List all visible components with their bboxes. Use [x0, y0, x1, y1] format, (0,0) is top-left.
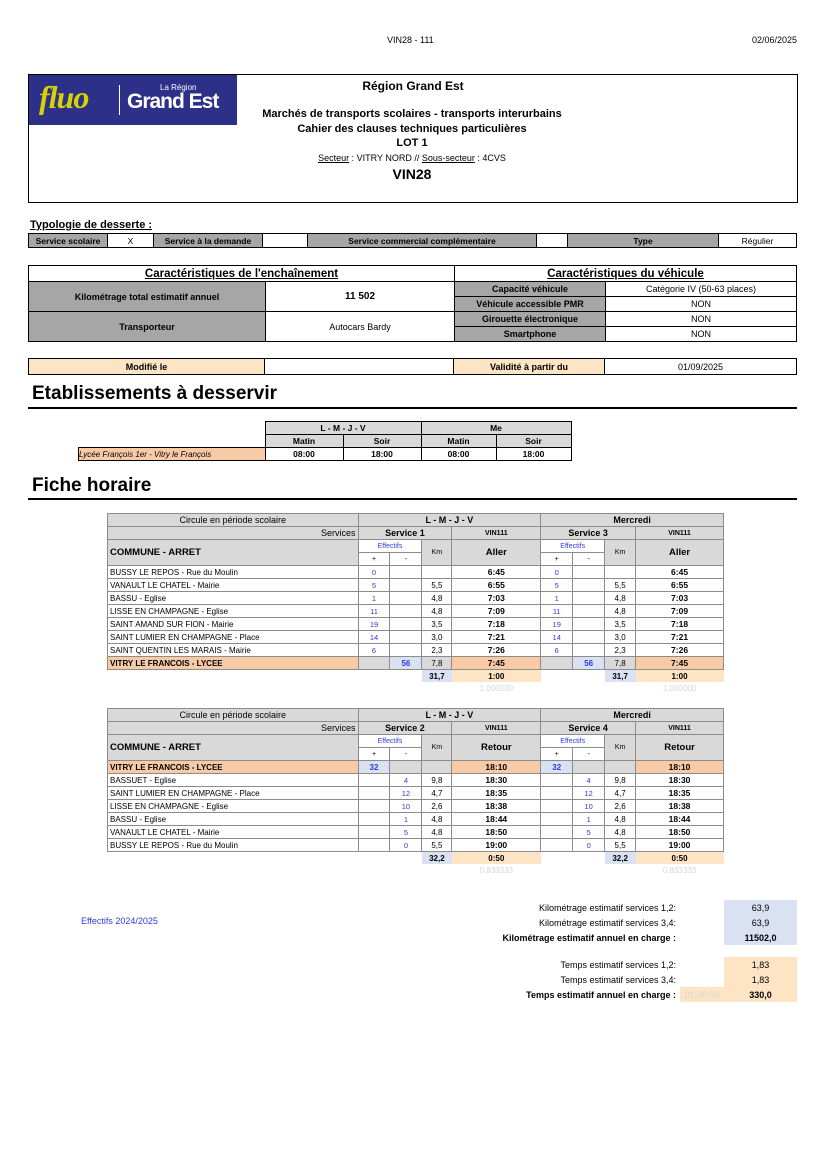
aller-time-b: 7:26: [636, 644, 724, 657]
retour-circule: Circule en période scolaire: [108, 709, 359, 722]
retour-minus-b: -: [573, 748, 605, 761]
aller-lmjv: L - M - J - V: [358, 514, 541, 527]
type-label: Type: [568, 234, 719, 248]
retour-plus-a: [358, 787, 390, 800]
aller-time-b: 6:45: [636, 566, 724, 579]
aller-plus-b: 0: [541, 566, 573, 579]
aller-km-b: 5,5: [605, 579, 636, 592]
aller-minus-b: [573, 566, 605, 579]
retour-stop: BASSUET - Eglise: [108, 774, 359, 787]
retour-minus-a: 5: [390, 826, 422, 839]
retour-origin-minus-b: [573, 761, 605, 774]
km-annual-value: 11502,0: [724, 930, 797, 945]
aller-row: [108, 618, 724, 631]
etablissements-table: [78, 421, 572, 461]
retour-origin-km-a: [422, 761, 452, 774]
title-line1: Marchés de transports scolaires - transports interurbains: [262, 108, 562, 120]
retour-km-a: 4,8: [422, 813, 452, 826]
region-title: Région Grand Est: [362, 79, 464, 93]
t34-label: Temps estimatif services 3,4:: [560, 974, 676, 985]
aller-km-a: 3,5: [422, 618, 452, 631]
aller-plus-a: 5: [358, 579, 390, 592]
t12-label: Temps estimatif services 1,2:: [560, 959, 676, 970]
aller-dest-km-b: 7,8: [605, 657, 636, 670]
service-demande-value: [263, 234, 308, 248]
etab-time-lmjv-soir: 18:00: [343, 448, 421, 461]
aller-minus-a: -: [390, 553, 422, 566]
aller-time-a: 7:21: [452, 631, 541, 644]
aller-km-b: Km: [605, 540, 636, 566]
aller-km-a: Km: [422, 540, 452, 566]
vehicule-capacite-value: Catégorie IV (50-63 places): [606, 282, 797, 297]
aller-dest-plus-a: [358, 657, 390, 670]
aller-dest-minus-a: 56: [390, 657, 422, 670]
doc-date: 02/06/2025: [752, 35, 798, 45]
aller-stop: SAINT QUENTIN LES MARAIS - Mairie: [108, 644, 359, 657]
aller-time-a: 7:09: [452, 605, 541, 618]
aller-minus-b: [573, 579, 605, 592]
aller-effectifs-a: Effectifs: [358, 540, 422, 553]
aller-mercredi: Mercredi: [541, 514, 724, 527]
aller-row: [108, 566, 724, 579]
sous-secteur-value: : 4CVS: [474, 153, 506, 163]
retour-total-time-a: 0:50: [452, 852, 541, 865]
aller-km-a: 4,8: [422, 592, 452, 605]
smartphone-value: NON: [606, 327, 797, 342]
retour-km-a: 5,5: [422, 839, 452, 852]
etab-time-lmjv-matin: 08:00: [265, 448, 343, 461]
service-commercial-value: [537, 234, 568, 248]
retour-total-time-b: 0:50: [636, 852, 724, 865]
aller-plus-b: 11: [541, 605, 573, 618]
aller-plus-b: 14: [541, 631, 573, 644]
etab-group-me: Me: [421, 422, 571, 435]
aller-dir-a: Aller: [452, 540, 541, 566]
retour-km-a: 4,7: [422, 787, 452, 800]
retour-minus-a: 1: [390, 813, 422, 826]
aller-total-time-a: 1:00: [452, 670, 541, 683]
retour-dir-b: Retour: [636, 735, 724, 761]
fiche-horaire-title: Fiche horaire: [32, 475, 152, 496]
retour-effectifs-a: Effectifs: [358, 735, 422, 748]
retour-commune-header: COMMUNE - ARRET: [108, 735, 359, 761]
retour-origin-stop: VITRY LE FRANCOIS - LYCEE: [108, 761, 359, 774]
retour-row: [108, 774, 724, 787]
aller-plus-a: 0: [358, 566, 390, 579]
etab-time-me-matin: 08:00: [421, 448, 496, 461]
retour-minus-a: 0: [390, 839, 422, 852]
aller-minus-b: [573, 644, 605, 657]
retour-plus-b: [541, 839, 573, 852]
etab-matin-2: Matin: [421, 435, 496, 448]
logo-divider: [119, 85, 120, 115]
km12-label: Kilométrage estimatif services 1,2:: [538, 902, 676, 913]
aller-minus-b: [573, 605, 605, 618]
typologie-title: Typologie de desserte :: [30, 219, 153, 231]
aller-row: [108, 605, 724, 618]
retour-plus-a: [358, 800, 390, 813]
doc-reference: VIN28 - 111: [387, 35, 434, 45]
retour-vin-a: VIN111: [452, 722, 541, 735]
summary-table: [440, 900, 797, 1002]
aller-time-a: 7:26: [452, 644, 541, 657]
aller-dest-time-a: 7:45: [452, 657, 541, 670]
aller-faint-b: 1,000000: [662, 683, 697, 693]
title-line2: Cahier des clauses techniques particulières: [297, 123, 527, 135]
girouette-value: NON: [606, 312, 797, 327]
horaire-retour-table: [107, 708, 724, 876]
aller-plus-b: 1: [541, 592, 573, 605]
secteur-value: : VITRY NORD //: [349, 153, 422, 163]
retour-services-label: Services: [108, 722, 359, 735]
retour-time-a: 18:30: [452, 774, 541, 787]
retour-service-a: Service 2: [358, 722, 452, 735]
modifie-value: [265, 359, 454, 375]
retour-time-b: 18:50: [636, 826, 724, 839]
aller-dest-stop: VITRY LE FRANCOIS - LYCEE: [108, 657, 359, 670]
retour-km-b: 4,8: [605, 826, 636, 839]
secteur-line: [240, 153, 584, 163]
aller-km-a: [422, 566, 452, 579]
aller-effectifs-b: Effectifs: [541, 540, 605, 553]
retour-faint-b: 0,833333: [662, 865, 697, 875]
retour-plus-a: [358, 826, 390, 839]
retour-plus-b: [541, 774, 573, 787]
km12-value: 63,9: [724, 900, 797, 915]
aller-stop: BASSU - Eglise: [108, 592, 359, 605]
etab-time-me-soir: 18:00: [496, 448, 571, 461]
girouette-label: Girouette électronique: [455, 312, 606, 327]
t-annual-label: Temps estimatif annuel en charge :: [526, 989, 676, 1000]
aller-row: [108, 644, 724, 657]
retour-time-b: 18:35: [636, 787, 724, 800]
smartphone-label: Smartphone: [455, 327, 606, 342]
aller-dest-km-a: 7,8: [422, 657, 452, 670]
sous-secteur-label: Sous-secteur: [421, 153, 475, 163]
aller-plus-a: +: [358, 553, 390, 566]
retour-service-b: Service 4: [541, 722, 636, 735]
km34-value: 63,9: [724, 915, 797, 930]
aller-plus-a: 19: [358, 618, 390, 631]
aller-plus-b: +: [541, 553, 573, 566]
etab-name: Lycée François 1er - Vitry le François: [79, 448, 266, 461]
retour-time-b: 18:30: [636, 774, 724, 787]
retour-stop: BASSU - Eglise: [108, 813, 359, 826]
aller-minus-b: [573, 631, 605, 644]
aller-plus-b: 19: [541, 618, 573, 631]
aller-row: [108, 592, 724, 605]
retour-row: [108, 800, 724, 813]
aller-plus-a: 1: [358, 592, 390, 605]
aller-km-a: 4,8: [422, 605, 452, 618]
fluo-logo-text: fluo: [39, 79, 89, 115]
aller-time-b: 7:21: [636, 631, 724, 644]
aller-plus-a: 6: [358, 644, 390, 657]
retour-km-b: 5,5: [605, 839, 636, 852]
modif-table: [28, 358, 797, 375]
aller-minus-a: [390, 618, 422, 631]
aller-total-km-b: 31,7: [605, 670, 636, 683]
km-label: Kilométrage total estimatif annuel: [29, 282, 266, 312]
aller-total-km-a: 31,7: [422, 670, 452, 683]
retour-row: [108, 826, 724, 839]
retour-minus-a: 10: [390, 800, 422, 813]
aller-plus-a: 14: [358, 631, 390, 644]
retour-stop: VANAULT LE CHATEL - Mairie: [108, 826, 359, 839]
validite-label: Validité à partir du: [454, 359, 605, 375]
aller-dest-minus-b: 56: [573, 657, 605, 670]
transporteur-label: Transporteur: [29, 312, 266, 342]
secteur-label: Secteur: [318, 153, 350, 163]
aller-row: [108, 631, 724, 644]
retour-total-km-a: 32,2: [422, 852, 452, 865]
km-value: 11 502: [266, 282, 455, 312]
retour-km-b: 4,8: [605, 813, 636, 826]
transporteur-value: Autocars Bardy: [266, 312, 455, 342]
retour-km-b: Km: [605, 735, 636, 761]
aller-minus-a: [390, 592, 422, 605]
aller-km-b: 3,0: [605, 631, 636, 644]
retour-plus-b: [541, 787, 573, 800]
aller-total-time-b: 1:00: [636, 670, 724, 683]
aller-minus-b: -: [573, 553, 605, 566]
aller-km-b: 4,8: [605, 592, 636, 605]
fiche-horaire-rule: [28, 498, 797, 500]
retour-km-a: 2,6: [422, 800, 452, 813]
modifie-label: Modifié le: [29, 359, 265, 375]
aller-minus-a: [390, 566, 422, 579]
t-annual-value: 330,0: [724, 987, 797, 1002]
aller-time-b: 7:18: [636, 618, 724, 631]
etab-group-lmjv: L - M - J - V: [265, 422, 421, 435]
effectifs-year: Effectifs 2024/2025: [81, 916, 158, 926]
retour-minus-a: 12: [390, 787, 422, 800]
retour-plus-a: +: [358, 748, 390, 761]
aller-km-a: 3,0: [422, 631, 452, 644]
retour-minus-a: -: [390, 748, 422, 761]
type-value: Régulier: [719, 234, 797, 248]
km34-label: Kilométrage estimatif services 3,4:: [538, 917, 676, 928]
aller-services-label: Services: [108, 527, 359, 540]
retour-km-b: 2,6: [605, 800, 636, 813]
retour-origin-time-a: 18:10: [452, 761, 541, 774]
retour-row: [108, 787, 724, 800]
retour-origin-time-b: 18:10: [636, 761, 724, 774]
aller-stop: LISSE EN CHAMPAGNE - Eglise: [108, 605, 359, 618]
aller-stop: VANAULT LE CHATEL - Mairie: [108, 579, 359, 592]
vehicule-pmr-value: NON: [606, 297, 797, 312]
aller-dir-b: Aller: [636, 540, 724, 566]
retour-dir-a: Retour: [452, 735, 541, 761]
aller-time-a: 6:55: [452, 579, 541, 592]
retour-plus-b: +: [541, 748, 573, 761]
enchainement-title: Caractéristiques de l'enchaînement: [29, 266, 455, 282]
aller-km-b: 4,8: [605, 605, 636, 618]
aller-km-b: 3,5: [605, 618, 636, 631]
aller-plus-b: 6: [541, 644, 573, 657]
retour-km-a: 4,8: [422, 826, 452, 839]
aller-stop: BUSSY LE REPOS - Rue du Moulin: [108, 566, 359, 579]
retour-stop: BUSSY LE REPOS - Rue du Moulin: [108, 839, 359, 852]
retour-minus-b: 0: [573, 839, 605, 852]
retour-minus-a: 4: [390, 774, 422, 787]
aller-time-b: 7:09: [636, 605, 724, 618]
lot-number: LOT 1: [396, 137, 428, 149]
vehicule-title: Caractéristiques du véhicule: [455, 266, 797, 282]
vehicule-capacite-label: Capacité véhicule: [455, 282, 606, 297]
retour-stop: SAINT LUMIER EN CHAMPAGNE - Place: [108, 787, 359, 800]
validite-value: 01/09/2025: [605, 359, 797, 375]
aller-minus-a: [390, 631, 422, 644]
retour-km-a: 9,8: [422, 774, 452, 787]
aller-km-b: 2,3: [605, 644, 636, 657]
km-annual-label: Kilométrage estimatif annuel en charge :: [502, 932, 676, 943]
aller-km-b: [605, 566, 636, 579]
aller-time-b: 6:55: [636, 579, 724, 592]
retour-plus-b: [541, 826, 573, 839]
retour-time-a: 18:50: [452, 826, 541, 839]
t12-value: 1,83: [724, 957, 797, 972]
region-big-text: Grand Est: [127, 90, 219, 113]
aller-faint-a: 1,000000: [479, 683, 513, 693]
aller-minus-a: [390, 605, 422, 618]
aller-vin-b: VIN111: [636, 527, 724, 540]
vehicule-pmr-label: Véhicule accessible PMR: [455, 297, 606, 312]
etab-soir-2: Soir: [496, 435, 571, 448]
retour-row: [108, 813, 724, 826]
retour-minus-b: 4: [573, 774, 605, 787]
retour-plus-b: [541, 813, 573, 826]
retour-time-a: 19:00: [452, 839, 541, 852]
aller-circule: Circule en période scolaire: [108, 514, 359, 527]
retour-minus-b: 12: [573, 787, 605, 800]
etab-matin-1: Matin: [265, 435, 343, 448]
retour-origin-plus-b: 32: [541, 761, 573, 774]
retour-km-b: 9,8: [605, 774, 636, 787]
aller-plus-a: 11: [358, 605, 390, 618]
t-annual-faint: 01:00:00: [680, 987, 724, 1002]
etablissements-rule: [28, 407, 797, 409]
retour-effectifs-b: Effectifs: [541, 735, 605, 748]
aller-dest-plus-b: [541, 657, 573, 670]
retour-km-b: 4,7: [605, 787, 636, 800]
aller-km-a: 5,5: [422, 579, 452, 592]
typologie-table: [28, 233, 797, 248]
aller-commune-header: COMMUNE - ARRET: [108, 540, 359, 566]
aller-minus-a: [390, 644, 422, 657]
characteristics-table: [28, 265, 797, 342]
region-logo: [29, 75, 237, 125]
aller-stop: SAINT LUMIER EN CHAMPAGNE - Place: [108, 631, 359, 644]
aller-time-a: 6:45: [452, 566, 541, 579]
retour-time-b: 18:44: [636, 813, 724, 826]
aller-minus-a: [390, 579, 422, 592]
etab-soir-1: Soir: [343, 435, 421, 448]
retour-lmjv: L - M - J - V: [358, 709, 541, 722]
retour-total-km-b: 32,2: [605, 852, 636, 865]
aller-minus-b: [573, 592, 605, 605]
retour-vin-b: VIN111: [636, 722, 724, 735]
retour-origin-minus-a: [390, 761, 422, 774]
aller-service-a: Service 1: [358, 527, 452, 540]
retour-minus-b: 1: [573, 813, 605, 826]
aller-service-b: Service 3: [541, 527, 636, 540]
retour-plus-b: [541, 800, 573, 813]
retour-time-b: 18:38: [636, 800, 724, 813]
document-code: VIN28: [392, 166, 432, 182]
aller-km-a: 2,3: [422, 644, 452, 657]
aller-row: [108, 579, 724, 592]
service-demande-label: Service à la demande: [154, 234, 263, 248]
retour-time-b: 19:00: [636, 839, 724, 852]
aller-vin-a: VIN111: [452, 527, 541, 540]
retour-row: [108, 839, 724, 852]
service-scolaire-label: Service scolaire: [29, 234, 108, 248]
retour-time-a: 18:35: [452, 787, 541, 800]
horaire-aller-table: [107, 513, 724, 694]
aller-time-a: 7:03: [452, 592, 541, 605]
retour-km-a: Km: [422, 735, 452, 761]
retour-plus-a: [358, 774, 390, 787]
service-commercial-label: Service commercial complémentaire: [308, 234, 537, 248]
retour-faint-a: 0,833333: [479, 865, 513, 875]
t34-value: 1,83: [724, 972, 797, 987]
retour-plus-a: [358, 839, 390, 852]
aller-stop: SAINT AMAND SUR FION - Mairie: [108, 618, 359, 631]
aller-dest-time-b: 7:45: [636, 657, 724, 670]
aller-minus-b: [573, 618, 605, 631]
retour-origin-km-b: [605, 761, 636, 774]
region-small-text: La Région: [160, 83, 197, 92]
retour-origin-plus-a: 32: [358, 761, 390, 774]
aller-time-b: 7:03: [636, 592, 724, 605]
retour-minus-b: 10: [573, 800, 605, 813]
aller-time-a: 7:18: [452, 618, 541, 631]
retour-stop: LISSE EN CHAMPAGNE - Eglise: [108, 800, 359, 813]
service-scolaire-value: X: [108, 234, 154, 248]
retour-time-a: 18:38: [452, 800, 541, 813]
aller-plus-b: 5: [541, 579, 573, 592]
retour-minus-b: 5: [573, 826, 605, 839]
etablissements-title: Etablissements à desservir: [32, 383, 278, 404]
retour-time-a: 18:44: [452, 813, 541, 826]
retour-mercredi: Mercredi: [541, 709, 724, 722]
retour-plus-a: [358, 813, 390, 826]
